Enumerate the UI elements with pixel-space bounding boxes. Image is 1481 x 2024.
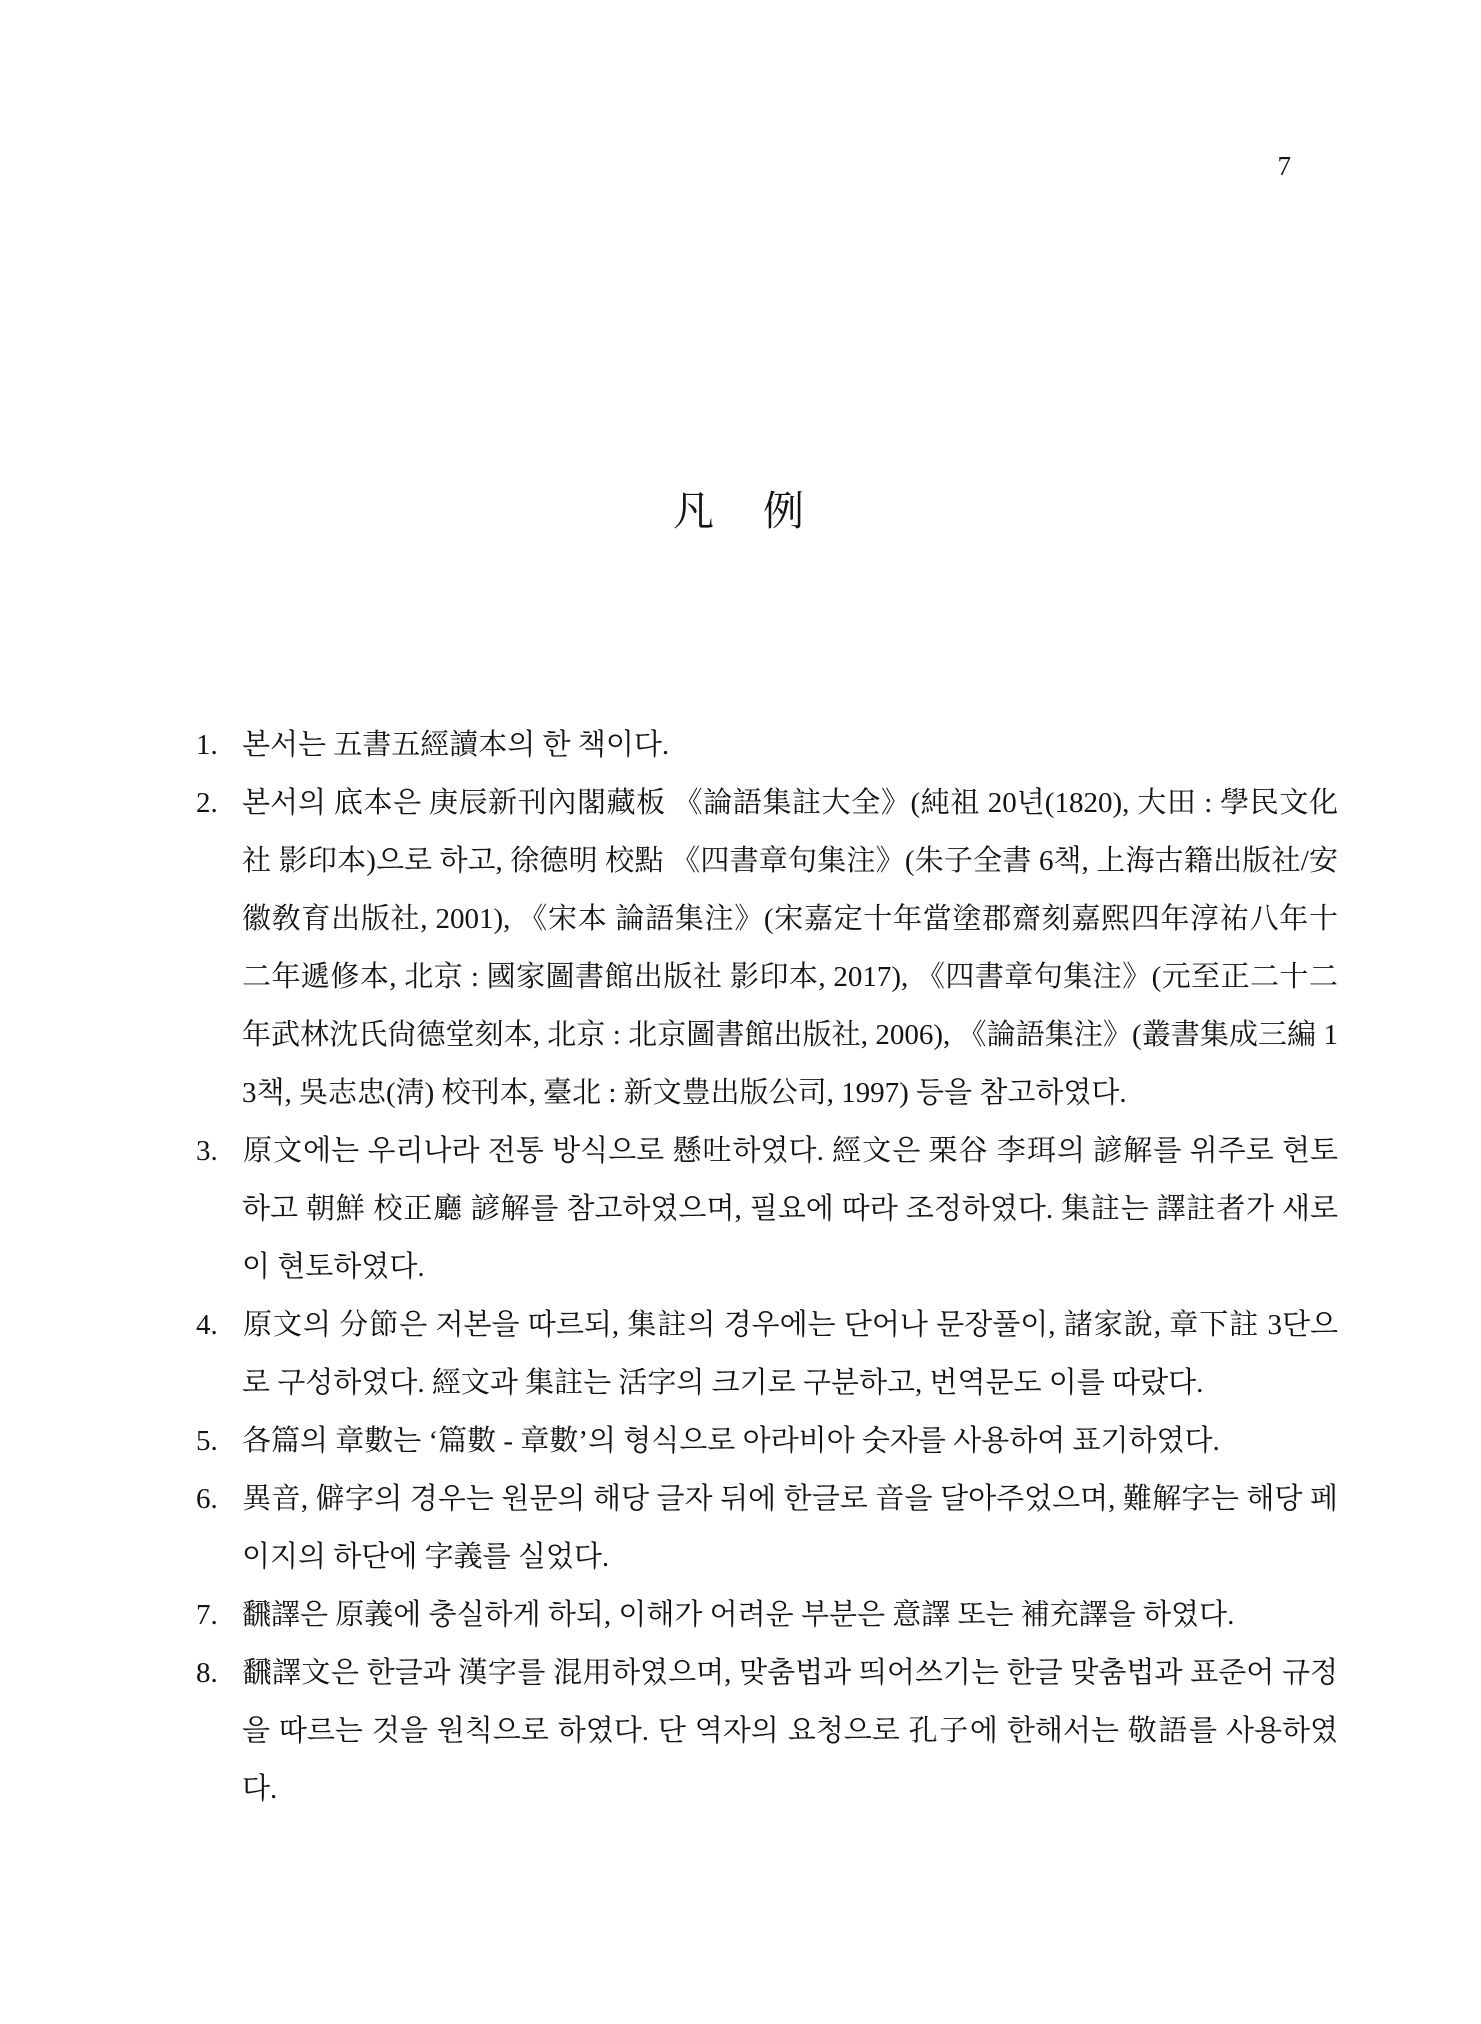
item-text: 原文에는 우리나라 전통 방식으로 懸吐하였다. 經文은 栗谷 李珥의 諺解를 위주로 현토하고 朝鮮 校正廳 諺解를 참고하였으며, 필요에 따라 조정하였다. 集註는 譯註者가 새로이 현토하였다. xyxy=(242,1135,1338,1283)
list-item xyxy=(196,1644,1338,1818)
page-title: 凡 例 xyxy=(673,488,808,534)
item-number: 6. xyxy=(196,1483,218,1515)
list-item xyxy=(196,1470,1338,1586)
list-item xyxy=(196,1296,1338,1412)
item-number: 1. xyxy=(196,729,218,761)
list-item xyxy=(196,1122,1338,1296)
item-text: 飜譯은 原義에 충실하게 하되, 이해가 어려운 부분은 意譯 또는 補充譯을 하였다. xyxy=(242,1599,1235,1631)
item-number: 2. xyxy=(196,787,218,819)
list-item xyxy=(196,1586,1338,1644)
item-number: 3. xyxy=(196,1135,218,1167)
item-text: 飜譯文은 한글과 漢字를 混用하였으며, 맞춤법과 띄어쓰기는 한글 맞춤법과 표준어 규정을 따르는 것을 원칙으로 하였다. 단 역자의 요청으로 孔子에 한해서는 敬語를 사용하였다. xyxy=(242,1657,1338,1805)
page-number: 7 xyxy=(1277,151,1291,181)
item-text: 본서의 底本은 庚辰新刊內閣藏板 《論語集註大全》(純祖 20년(1820), 大田 : 學民文化社 影印本)으로 하고, 徐德明 校點 《四書章句集注》(朱子全書 6책, 上海古籍出版社/安徽敎育出版社, 2001), 《宋本 論語集注》(宋嘉定十年當塗郡齋刻嘉熙四年淳祐八年十二年遞修本, 北京 : 國家圖書館出版社 影印本, 2017), 《四書章句集注》(元至正二十二年武林沈氏尙德堂刻本, 北京 : 北京圖書館出版社, 2006), 《論語集注》(叢書集成三編 13책, 吳志忠(淸) 校刊本, 臺北 : 新文豊出版公司, 1997) 등을 참고하였다. xyxy=(242,787,1338,1109)
notes-list xyxy=(196,716,1338,1818)
item-text: 各篇의 章數는 ‘篇數 - 章數’의 형식으로 아라비아 숫자를 사용하여 표기하였다. xyxy=(242,1425,1220,1457)
item-text: 異音, 僻字의 경우는 원문의 해당 글자 뒤에 한글로 音을 달아주었으며, 難解字는 해당 페이지의 하단에 字義를 실었다. xyxy=(242,1483,1338,1573)
item-number: 7. xyxy=(196,1599,218,1631)
item-number: 4. xyxy=(196,1309,218,1341)
item-text: 原文의 分節은 저본을 따르되, 集註의 경우에는 단어나 문장풀이, 諸家說, 章下註 3단으로 구성하였다. 經文과 集註는 活字의 크기로 구분하고, 번역문도 이를 따랐다. xyxy=(242,1309,1338,1399)
item-number: 8. xyxy=(196,1657,218,1689)
list-item xyxy=(196,774,1338,1122)
item-number: 5. xyxy=(196,1425,218,1457)
list-item xyxy=(196,1412,1338,1470)
list-item xyxy=(196,716,1338,774)
item-text: 본서는 五書五經讀本의 한 책이다. xyxy=(242,729,670,761)
